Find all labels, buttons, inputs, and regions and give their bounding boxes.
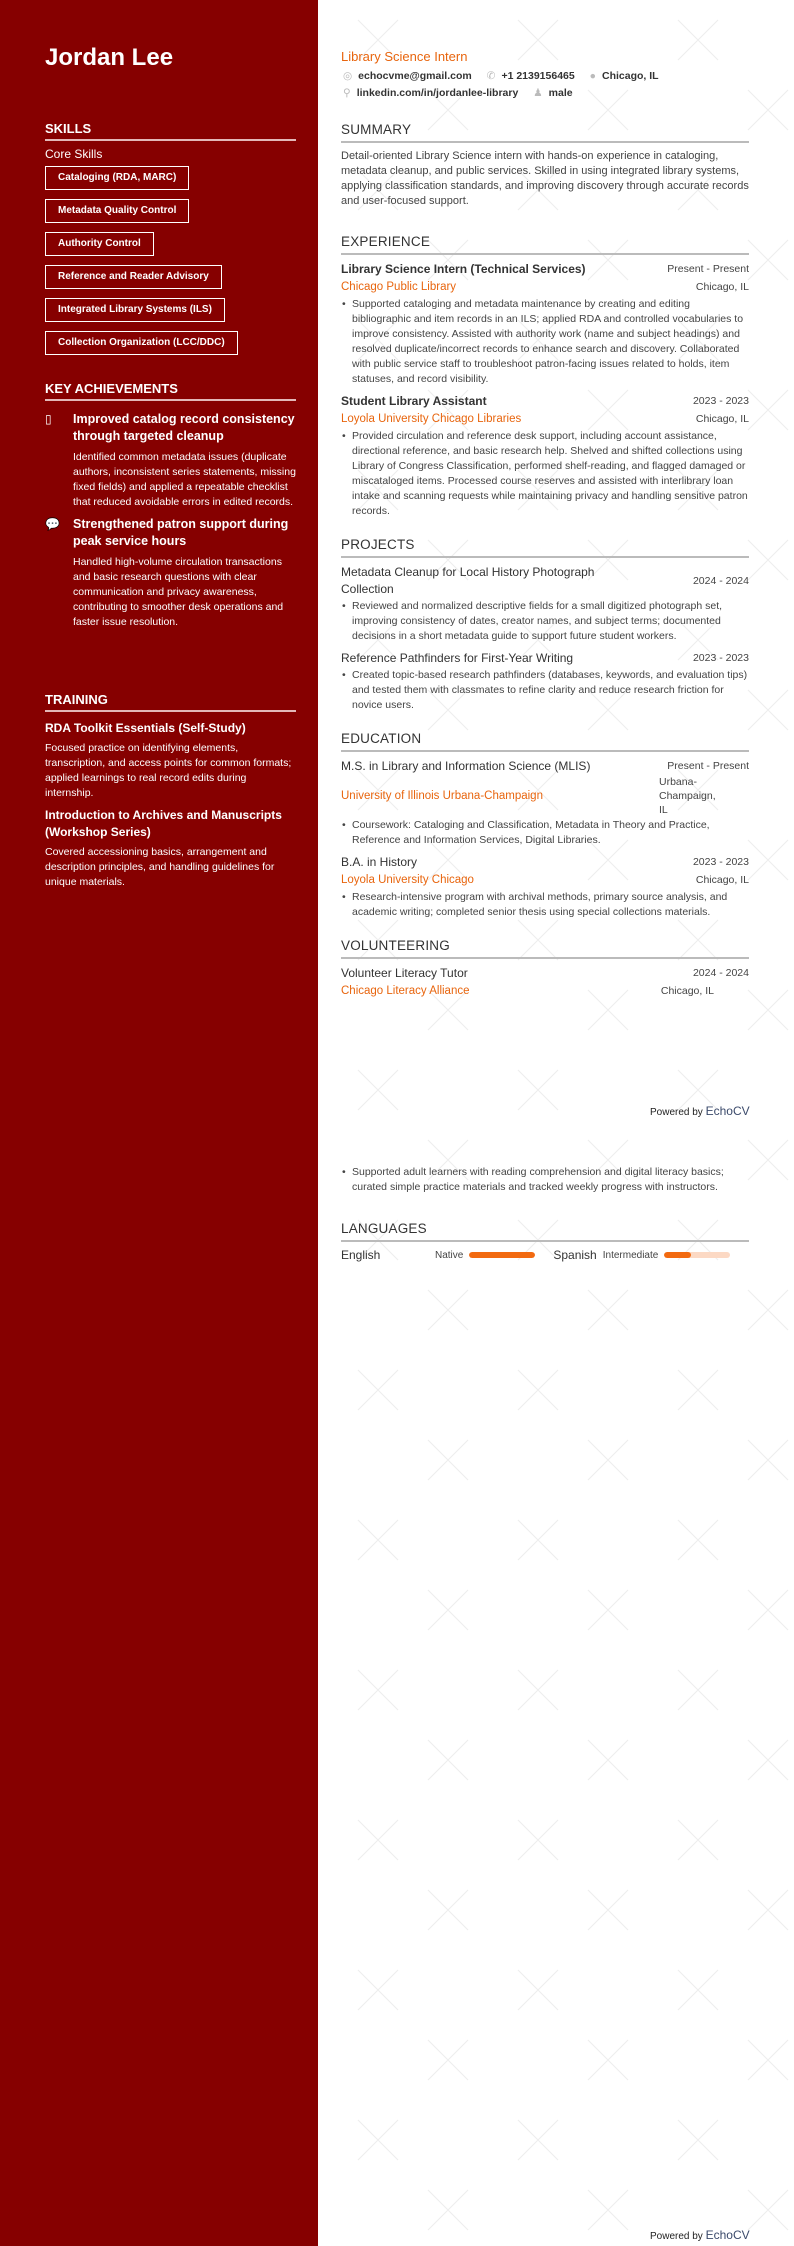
job-bullet: • Provided circulation and reference desk support, including account assistance, directional reference, and basic research help. Shelved and shifted collections using Library of Congress Classification, performed shelf-reading, and flagged damaged or miscataloged items. Processed course reserves and assisted with interlibrary loan intake and scanning requests while maintaining privacy and handling sensitive patron records. bbox=[341, 429, 749, 519]
skills-heading: SKILLS bbox=[45, 121, 296, 141]
training-section bbox=[45, 692, 296, 896]
mobile-icon: ▯ bbox=[45, 412, 52, 426]
skill-chip: Authority Control bbox=[45, 232, 154, 256]
language-bar bbox=[469, 1252, 535, 1258]
email-icon: ◎ bbox=[343, 70, 353, 82]
language-bar-fill bbox=[469, 1252, 535, 1258]
language-level: Intermediate bbox=[602, 1249, 659, 1261]
volunteer-org: Chicago Literacy Alliance bbox=[341, 985, 470, 997]
email[interactable]: echocvme@gmail.com bbox=[358, 70, 472, 82]
job-bullet: • Supported cataloging and metadata maintenance by creating and editing bibliographic and item records in an ILS; applied RDA and controlled vocabularies to improve consistency. Assisted with authority work (name and subject headings) and resolved duplicate/incorrect records to enhance search and discovery. Collaborated with public service staff to troubleshoot patron-facing issues related to holds, item statuses, and record visibility. bbox=[341, 297, 749, 387]
chat-icon: 💬 bbox=[45, 517, 60, 531]
project-dates: 2024 - 2024 bbox=[692, 574, 749, 587]
achievement-item bbox=[45, 411, 296, 510]
link-icon: ⚲ bbox=[343, 87, 351, 99]
job-dates: Present - Present bbox=[667, 263, 749, 275]
summary-heading: SUMMARY bbox=[341, 122, 749, 143]
experience-heading: EXPERIENCE bbox=[341, 234, 749, 255]
skills-section bbox=[45, 121, 296, 364]
education-heading: EDUCATION bbox=[341, 731, 749, 752]
job-title: Library Science Intern bbox=[341, 49, 468, 64]
language-bar bbox=[664, 1252, 730, 1258]
project-bullet: • Created topic-based research pathfinders (databases, keywords, and evaluation tips) and tested them with classmates to refine clarity and reduce research friction for novice users. bbox=[341, 668, 749, 713]
person-icon: ♟ bbox=[533, 87, 543, 99]
powered-by bbox=[650, 1104, 750, 1118]
skill-chip: Cataloging (RDA, MARC) bbox=[45, 166, 189, 190]
training-title: RDA Toolkit Essentials (Self-Study) bbox=[45, 721, 246, 735]
achievement-title: Improved catalog record consistency through targeted cleanup bbox=[73, 412, 295, 443]
powered-label: Powered by bbox=[650, 1107, 703, 1118]
job-title: Library Science Intern (Technical Services) bbox=[341, 262, 586, 276]
powered-label: Powered by bbox=[650, 2231, 703, 2242]
contact-info bbox=[341, 68, 749, 102]
language-level: Native bbox=[435, 1249, 464, 1261]
company: Chicago Public Library bbox=[341, 281, 457, 293]
skill-chip: Collection Organization (LCC/DDC) bbox=[45, 331, 238, 355]
linkedin-link[interactable]: linkedin.com/in/jordanlee-library bbox=[356, 87, 519, 99]
location-icon: ● bbox=[589, 70, 596, 82]
location: Chicago, IL bbox=[602, 70, 659, 82]
phone-icon: ✆ bbox=[486, 70, 496, 82]
company: Loyola University Chicago Libraries bbox=[341, 413, 522, 425]
school-location: Urbana-Champaign, IL bbox=[659, 776, 716, 816]
school-location: Chicago, IL bbox=[695, 874, 749, 886]
experience-list bbox=[341, 261, 749, 519]
job-location: Chicago, IL bbox=[695, 413, 749, 425]
language-name: Spanish bbox=[553, 1248, 597, 1262]
education-entry bbox=[341, 854, 749, 920]
projects-list bbox=[341, 564, 749, 713]
project-dates: 2023 - 2023 bbox=[692, 652, 749, 664]
project-bullet: • Reviewed and normalized descriptive fields for a small digitized photograph set, improving consistency of dates, creator names, and subject terms; documented decisions in a short metadata guide to support future student workers. bbox=[341, 599, 749, 644]
project-title: Metadata Cleanup for Local History Photograph Collection bbox=[341, 565, 595, 596]
candidate-name: Jordan Lee bbox=[45, 44, 174, 71]
skill-chip: Integrated Library Systems (ILS) bbox=[45, 298, 225, 322]
gender: male bbox=[548, 87, 573, 99]
education-dates: Present - Present bbox=[667, 760, 749, 772]
training-desc: Focused practice on identifying elements, transcription, and access points for common formats; applied learnings to real record edits during internship. bbox=[45, 742, 292, 799]
brand-link[interactable]: EchoCV bbox=[705, 2228, 750, 2242]
project-title: Reference Pathfinders for First-Year Writing bbox=[341, 651, 574, 665]
job-location: Chicago, IL bbox=[695, 281, 749, 293]
main-column-page-2 bbox=[341, 1164, 749, 1262]
job-title: Student Library Assistant bbox=[341, 394, 487, 408]
skills-group: Core Skills bbox=[45, 147, 103, 161]
volunteer-title: Volunteer Literacy Tutor bbox=[341, 966, 468, 980]
achievements-heading: KEY ACHIEVEMENTS bbox=[45, 381, 296, 401]
education-entry bbox=[341, 758, 749, 848]
skill-chip: Metadata Quality Control bbox=[45, 199, 189, 223]
school: University of Illinois Urbana-Champaign bbox=[341, 790, 543, 802]
training-desc: Covered accessioning basics, arrangement and description principles, and handling guidelines for unique materials. bbox=[45, 846, 275, 888]
project-entry bbox=[341, 650, 749, 713]
phone[interactable]: +1 2139156465 bbox=[501, 70, 575, 82]
education-bullet: • Coursework: Cataloging and Classification, Metadata in Theory and Practice, Reference and Information Services, Digital Libraries. bbox=[341, 818, 749, 848]
brand-link[interactable]: EchoCV bbox=[705, 1104, 750, 1118]
summary-text: Detail-oriented Library Science intern with hands-on experience in cataloging, metadata cleanup, and public services. Skilled in using integrated library systems, applying classification standards, and improving discovery through accurate records and user-focused support. bbox=[341, 150, 749, 207]
main-column bbox=[341, 49, 749, 1000]
sidebar bbox=[0, 0, 318, 2246]
training-title: Introduction to Archives and Manuscripts (Workshop Series) bbox=[45, 808, 282, 839]
powered-by-page-2 bbox=[650, 2228, 750, 2242]
school: Loyola University Chicago bbox=[341, 874, 474, 886]
volunteer-dates: 2024 - 2024 bbox=[692, 967, 749, 979]
job-dates: 2023 - 2023 bbox=[692, 395, 749, 407]
education-dates: 2023 - 2023 bbox=[692, 856, 749, 868]
achievement-desc: Handled high-volume circulation transactions and basic research questions with clear communication and privacy awareness, contributing to smoother desk operations and faster issue resolution. bbox=[73, 556, 284, 628]
achievement-desc: Identified common metadata issues (duplicate authors, inconsistent series statements, missing fixed fields) and applied a repeatable checklist that reduced avoidable errors in edited records. bbox=[73, 451, 296, 508]
degree: B.A. in History bbox=[341, 855, 418, 869]
degree: M.S. in Library and Information Science (MLIS) bbox=[341, 759, 591, 773]
experience-entry bbox=[341, 393, 749, 519]
skill-chip: Reference and Reader Advisory bbox=[45, 265, 222, 289]
language-bar-fill bbox=[664, 1252, 690, 1258]
achievement-title: Strengthened patron support during peak service hours bbox=[73, 517, 289, 548]
education-list bbox=[341, 758, 749, 920]
projects-heading: PROJECTS bbox=[341, 537, 749, 558]
volunteer-location: Chicago, IL bbox=[660, 985, 714, 997]
education-bullet: • Research-intensive program with archival methods, primary source analysis, and academic writing; completed senior thesis using special collections materials. bbox=[341, 890, 749, 920]
language-name: English bbox=[341, 1248, 381, 1262]
training-heading: TRAINING bbox=[45, 692, 296, 712]
achievement-item bbox=[45, 516, 296, 630]
languages-heading: LANGUAGES bbox=[341, 1221, 749, 1242]
languages-row bbox=[341, 1248, 749, 1262]
achievements-section bbox=[45, 381, 296, 636]
volunteer-bullet: • Supported adult learners with reading comprehension and digital literacy basics; curated simple practice materials and tracked weekly progress with instructors. bbox=[341, 1165, 749, 1195]
volunteering-heading: VOLUNTEERING bbox=[341, 938, 749, 959]
volunteer-entry bbox=[341, 965, 749, 1000]
project-entry bbox=[341, 564, 749, 644]
experience-entry bbox=[341, 261, 749, 387]
